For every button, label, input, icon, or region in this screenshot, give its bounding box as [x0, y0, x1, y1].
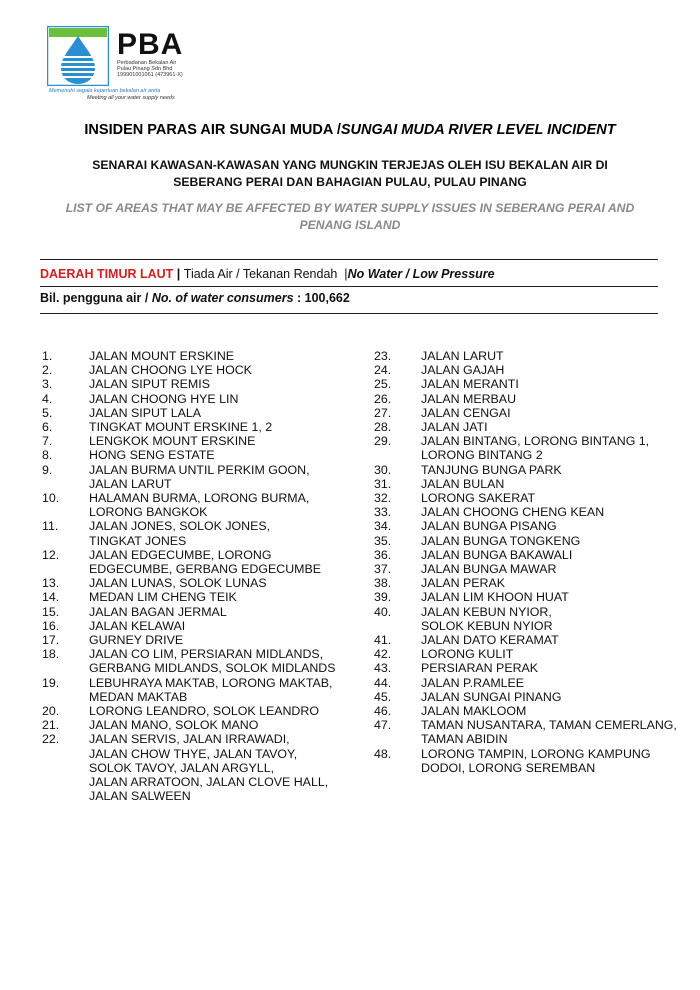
area-number: 14.: [42, 590, 60, 605]
area-item: [42, 732, 362, 803]
district-header: [40, 267, 495, 281]
area-name: JALAN KEBUN NYIOR, SOLOK KEBUN NYIOR: [421, 604, 553, 633]
area-number: 38.: [374, 576, 392, 591]
logo-wordmark: PBA: [117, 28, 184, 61]
title-en: SUNGAI MUDA RIVER LEVEL INCIDENT: [340, 122, 616, 138]
area-name: JALAN JATI: [421, 420, 488, 435]
area-number: 16.: [42, 618, 60, 633]
document-title: [0, 122, 700, 138]
area-number: 3.: [42, 377, 53, 392]
area-name: JALAN CHOONG LYE HOCK: [89, 363, 252, 378]
area-name: JALAN BURMA UNTIL PERKIM GOON, JALAN LARUT: [89, 462, 310, 491]
consumers-value: : 100,662: [293, 291, 350, 305]
area-item: [374, 491, 694, 505]
area-name: JALAN GAJAH: [421, 363, 505, 378]
area-item: [374, 505, 694, 519]
area-number: 25.: [374, 377, 392, 392]
area-number: 45.: [374, 689, 392, 704]
district-status-ms: Tiada Air / Tekanan Rendah: [183, 267, 338, 281]
area-name: JALAN MERBAU: [421, 391, 517, 406]
area-item: [374, 534, 694, 548]
area-name: JALAN SIPUT REMIS: [89, 377, 210, 392]
area-number: 10.: [42, 491, 60, 506]
area-number: 7.: [42, 434, 53, 449]
area-name: LEBUHRAYA MAKTAB, LORONG MAKTAB, MEDAN MAKTAB: [89, 675, 333, 704]
area-item: [42, 647, 362, 675]
area-number: 34.: [374, 519, 392, 534]
area-name: JALAN LARUT: [421, 349, 504, 363]
divider-bottom: [40, 313, 658, 314]
area-number: 23.: [374, 349, 392, 363]
area-number: 48.: [374, 746, 392, 761]
area-item: [374, 690, 694, 704]
area-number: 13.: [42, 576, 60, 591]
logo-tagline-en: Meeting all your water supply needs: [87, 95, 175, 101]
area-item: [374, 590, 694, 604]
area-item: [42, 619, 362, 633]
logo-company-name: [117, 60, 227, 78]
affected-areas-left: [42, 349, 362, 804]
area-number: 43.: [374, 661, 392, 676]
area-item: [374, 477, 694, 491]
area-item: [374, 661, 694, 675]
area-number: 11.: [42, 519, 59, 534]
area-name: HALAMAN BURMA, LORONG BURMA, LORONG BANGKOK: [89, 491, 310, 520]
area-name: TINGKAT MOUNT ERSKINE 1, 2: [89, 420, 273, 435]
area-number: 22.: [42, 732, 60, 747]
area-number: 35.: [374, 533, 392, 548]
area-number: 9.: [42, 462, 53, 477]
district-name: DAERAH TIMUR LAUT: [40, 267, 174, 281]
area-item: [42, 548, 362, 576]
divider-middle: [40, 286, 658, 287]
area-name: JALAN DATO KERAMAT: [421, 633, 559, 648]
area-name: JALAN MERANTI: [421, 377, 519, 392]
area-name: JALAN MOUNT ERSKINE: [89, 349, 235, 363]
area-name: JALAN LUNAS, SOLOK LUNAS: [89, 576, 267, 591]
district-sep-1: |: [173, 267, 184, 281]
area-item: [374, 647, 694, 661]
area-number: 6.: [42, 420, 53, 435]
area-number: 27.: [374, 405, 392, 420]
area-number: 2.: [42, 363, 53, 378]
area-item: [42, 420, 362, 434]
area-number: 18.: [42, 647, 60, 662]
area-name: JALAN SERVIS, JALAN IRRAWADI, JALAN CHOW THYE, JALAN TAVOY, SOLOK TAVOY, JALAN ARGYLL, JALAN ARRATOON, JALAN CLOVE HALL, JALAN SALWEEN: [89, 732, 329, 804]
area-item: [42, 463, 362, 491]
area-item: [42, 392, 362, 406]
area-number: 20.: [42, 704, 60, 719]
subtitle-ms: SENARAI KAWASAN-KAWASAN YANG MUNGKIN TERJEJAS OLEH ISU BEKALAN AIR DI SEBERANG PERAI DAN BAHAGIAN PULAU, PULAU PINANG: [92, 158, 608, 189]
area-number: 32.: [374, 491, 392, 506]
area-item: [42, 590, 362, 604]
area-name: PERSIARAN PERAK: [421, 661, 539, 676]
area-number: 40.: [374, 604, 392, 619]
area-item: [42, 704, 362, 718]
area-number: 21.: [42, 718, 60, 733]
area-name: LORONG SAKERAT: [421, 491, 536, 506]
area-item: [374, 377, 694, 391]
area-item: [374, 676, 694, 690]
area-number: 4.: [42, 391, 53, 406]
area-item: [374, 363, 694, 377]
area-name: LORONG LEANDRO, SOLOK LEANDRO: [89, 704, 319, 719]
area-name: JALAN CHOONG HYE LIN: [89, 391, 239, 406]
area-name: JALAN MAKLOOM: [421, 704, 527, 719]
divider-top: [40, 259, 658, 260]
district-status-en: No Water / Low Pressure: [347, 267, 495, 281]
affected-areas-right: [374, 349, 694, 775]
area-number: 44.: [374, 675, 392, 690]
area-name: MEDAN LIM CHENG TEIK: [89, 590, 237, 605]
area-number: 41.: [374, 633, 392, 648]
area-item: [374, 704, 694, 718]
area-number: 42.: [374, 647, 392, 662]
area-number: 36.: [374, 547, 392, 562]
area-number: 15.: [42, 604, 60, 619]
area-name: LORONG KULIT: [421, 647, 514, 662]
area-name: TANJUNG BUNGA PARK: [421, 462, 562, 477]
area-item: [42, 676, 362, 704]
area-item: [42, 605, 362, 619]
area-item: [374, 434, 694, 462]
area-name: JALAN KELAWAI: [89, 618, 186, 633]
area-name: JALAN MANO, SOLOK MANO: [89, 718, 259, 733]
area-item: [374, 605, 694, 633]
area-number: 24.: [374, 363, 392, 378]
area-item: [374, 519, 694, 533]
area-item: [42, 434, 362, 448]
area-name: JALAN BUNGA TONGKENG: [421, 533, 581, 548]
area-number: 33.: [374, 505, 392, 520]
area-number: 28.: [374, 420, 392, 435]
area-name: JALAN BUNGA BAKAWALI: [421, 547, 573, 562]
area-number: 19.: [42, 675, 60, 690]
area-item: [42, 718, 362, 732]
area-item: [42, 633, 362, 647]
area-item: [374, 463, 694, 477]
area-name: LORONG TAMPIN, LORONG KAMPUNG DODOI, LORONG SEREMBAN: [421, 746, 651, 775]
area-item: [42, 406, 362, 420]
area-number: 5.: [42, 405, 53, 420]
logo-reg-no: 199901001061 (473961-X): [117, 72, 183, 78]
area-name: JALAN CO LIM, PERSIARAN MIDLANDS, GERBANG MIDLANDS, SOLOK MIDLANDS: [89, 647, 336, 676]
area-number: 12.: [42, 547, 60, 562]
logo-company: Perbadanan Bekalan Air Pulau Pinang Sdn Bhd: [117, 60, 177, 72]
area-item: [42, 448, 362, 462]
area-number: 26.: [374, 391, 392, 406]
area-item: [374, 633, 694, 647]
logo-tagline-ms: Memenuhi segala keperluan bekalan air anda: [49, 88, 161, 94]
area-item: [374, 406, 694, 420]
area-item: [374, 420, 694, 434]
area-item: [374, 548, 694, 562]
area-number: 8.: [42, 448, 53, 463]
area-name: JALAN SIPUT LALA: [89, 405, 202, 420]
area-name: JALAN BUNGA MAWAR: [421, 562, 557, 577]
area-name: GURNEY DRIVE: [89, 633, 184, 648]
area-item: [374, 718, 694, 746]
area-name: HONG SENG ESTATE: [89, 448, 215, 463]
area-name: JALAN CENGAI: [421, 405, 511, 420]
area-number: 1.: [42, 349, 53, 363]
area-name: JALAN LIM KHOON HUAT: [421, 590, 569, 605]
area-item: [374, 392, 694, 406]
area-item: [374, 576, 694, 590]
area-number: 29.: [374, 434, 392, 449]
area-name: JALAN P.RAMLEE: [421, 675, 525, 690]
subtitle-en: LIST OF AREAS THAT MAY BE AFFECTED BY WATER SUPPLY ISSUES IN SEBERANG PERAI AND PENANG ISLAND: [65, 201, 635, 232]
area-name: LENGKOK MOUNT ERSKINE: [89, 434, 256, 449]
area-name: JALAN BINTANG, LORONG BINTANG 1, LORONG BINTANG 2: [421, 434, 650, 463]
area-item: [42, 363, 362, 377]
area-name: JALAN BUNGA PISANG: [421, 519, 557, 534]
area-number: 46.: [374, 704, 392, 719]
area-name: JALAN SUNGAI PINANG: [421, 689, 562, 704]
area-item: [42, 377, 362, 391]
consumers-label-en: No. of water consumers: [148, 291, 294, 305]
title-ms: INSIDEN PARAS AIR SUNGAI MUDA /: [84, 122, 341, 138]
area-item: [42, 576, 362, 590]
area-item: [374, 747, 694, 775]
area-item: [374, 562, 694, 576]
area-name: JALAN PERAK: [421, 576, 506, 591]
area-item: [42, 491, 362, 519]
area-number: 37.: [374, 562, 392, 577]
consumer-count: [40, 291, 350, 305]
area-number: 47.: [374, 718, 392, 733]
area-name: JALAN EDGECUMBE, LORONG EDGECUMBE, GERBANG EDGECUMBE: [89, 547, 322, 577]
area-name: TAMAN NUSANTARA, TAMAN CEMERLANG, TAMAN ABIDIN: [421, 718, 677, 747]
area-item: [42, 349, 362, 363]
water-drop-logo-icon: [47, 26, 109, 86]
area-number: 39.: [374, 590, 392, 605]
consumers-label-ms: Bil. pengguna air /: [40, 291, 149, 305]
area-name: JALAN BULAN: [421, 476, 505, 491]
area-name: JALAN BAGAN JERMAL: [89, 604, 227, 619]
area-name: JALAN CHOONG CHENG KEAN: [421, 505, 605, 520]
area-number: 17.: [42, 633, 60, 648]
area-name: JALAN JONES, SOLOK JONES, TINGKAT JONES: [89, 519, 271, 548]
area-item: [374, 349, 694, 363]
area-number: 31.: [374, 476, 392, 491]
area-item: [42, 519, 362, 547]
district-sep-2: |: [337, 267, 348, 281]
area-number: 30.: [374, 462, 392, 477]
pba-logo: [47, 26, 227, 104]
